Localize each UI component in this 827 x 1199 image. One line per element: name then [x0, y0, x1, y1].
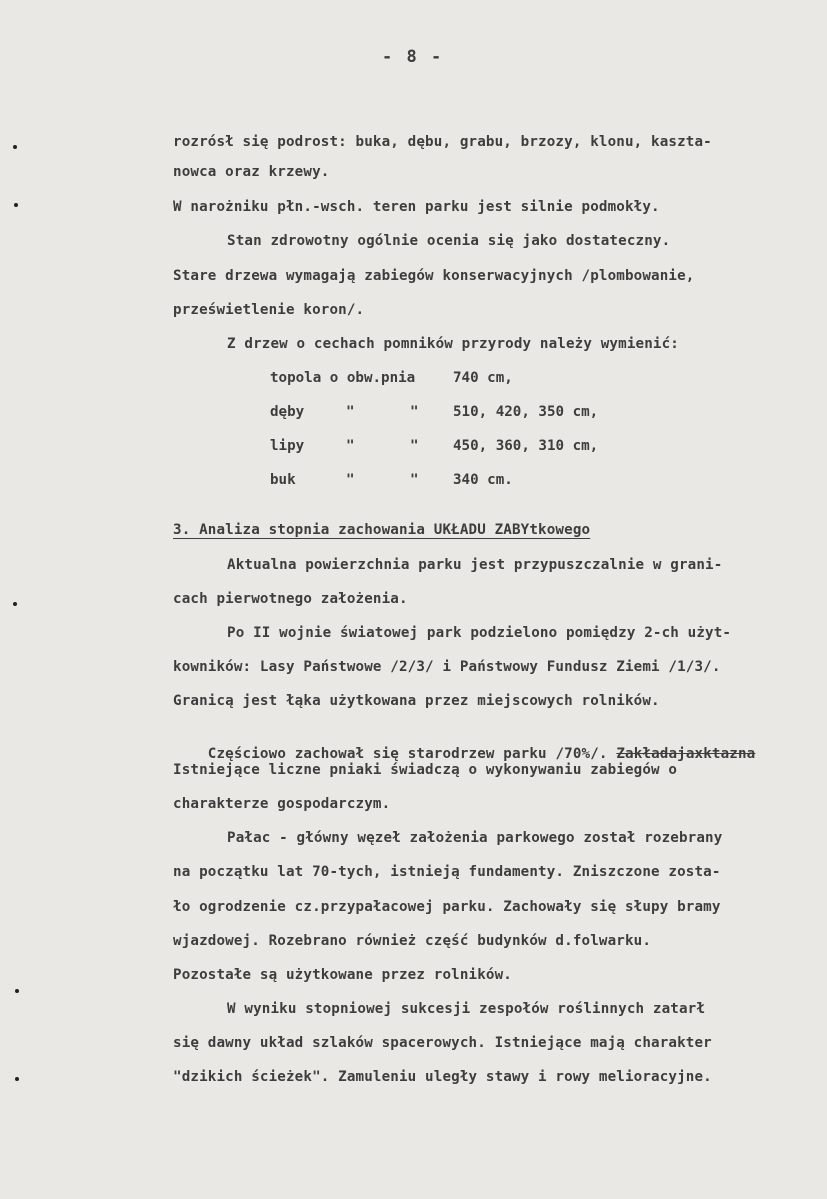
margin-dot [15, 989, 19, 993]
margin-dot [13, 602, 17, 606]
text-line: Z drzew o cechach pomników przyrody należy wymienić: [227, 336, 679, 352]
tree-values: 450, 360, 310 cm, [453, 438, 599, 454]
tree-name: dęby [270, 404, 305, 420]
text-line: prześwietlenie koron/. [173, 302, 365, 318]
text-line: Pozostałe są użytkowane przez rolników. [173, 967, 512, 983]
text-line: się dawny układ szlaków spacerowych. Istniejące mają charakter [173, 1035, 712, 1051]
tree-name: lipy [270, 438, 305, 454]
tree-name: buk [270, 472, 296, 488]
tree-values: 340 cm. [453, 472, 513, 488]
text-line: Pałac - główny węzeł założenia parkowego został rozebrany [227, 830, 723, 846]
text-line: wjazdowej. Rozebrano również część budynków d.folwarku. [173, 933, 652, 949]
text-line: Aktualna powierzchnia parku jest przypuszczalnie w grani- [227, 557, 723, 573]
margin-dot [14, 203, 18, 207]
text-line: Granicą jest łąka użytkowana przez miejscowych rolników. [173, 693, 660, 709]
tree-values: 740 cm, [453, 370, 513, 386]
text-line: W narożniku płn.-wsch. teren parku jest silnie podmokły. [173, 199, 660, 215]
text-line: nowca oraz krzewy. [173, 164, 330, 180]
ditto-mark: " [410, 438, 419, 454]
ditto-mark: " [410, 404, 419, 420]
text-line: na początku lat 70-tych, istnieją fundamenty. Zniszczone zosta- [173, 864, 721, 880]
ditto-mark: " [346, 404, 355, 420]
struck-text: Zakładajaxktazna [616, 746, 756, 762]
text-line: cach pierwotnego założenia. [173, 591, 408, 607]
text-line: kowników: Lasy Państwowe /2/3/ i Państwowy Fundusz Ziemi /1/3/. [173, 659, 721, 675]
tree-name: topola o obw.pnia [270, 370, 416, 386]
ditto-mark: " [410, 472, 419, 488]
text-line: charakterze gospodarczym. [173, 796, 391, 812]
ditto-mark: " [346, 438, 355, 454]
text-line: ło ogrodzenie cz.przypałacowej parku. Zachowały się słupy bramy [173, 899, 721, 915]
line-text: Częściowo zachował się starodrzew parku /70%/. [207, 746, 608, 762]
text-line: W wyniku stopniowej sukcesji zespołów roślinnych zatarł [227, 1001, 706, 1017]
ditto-mark: " [346, 472, 355, 488]
page-number: - 8 - [382, 47, 444, 67]
text-line: Stan zdrowotny ogólnie ocenia się jako dostateczny. [227, 233, 671, 249]
text-line: Stare drzewa wymagają zabiegów konserwacyjnych /plombowanie, [173, 268, 695, 284]
text-line: Po II wojnie światowej park podzielono pomiędzy 2-ch użyt- [227, 625, 732, 641]
tree-values: 510, 420, 350 cm, [453, 404, 599, 420]
section-heading: 3. Analiza stopnia zachowania UKŁADU ZABYtkowego [173, 522, 591, 538]
margin-dot [15, 1077, 19, 1081]
text-line: Istniejące liczne pniaki świadczą o wykonywaniu zabiegów o [173, 762, 678, 778]
text-line: "dzikich ścieżek". Zamuleniu uległy stawy i rowy melioracyjne. [173, 1069, 712, 1085]
margin-dot [13, 145, 17, 149]
text-line: rozrósł się podrost: buka, dębu, grabu, brzozy, klonu, kaszta- [173, 134, 712, 150]
